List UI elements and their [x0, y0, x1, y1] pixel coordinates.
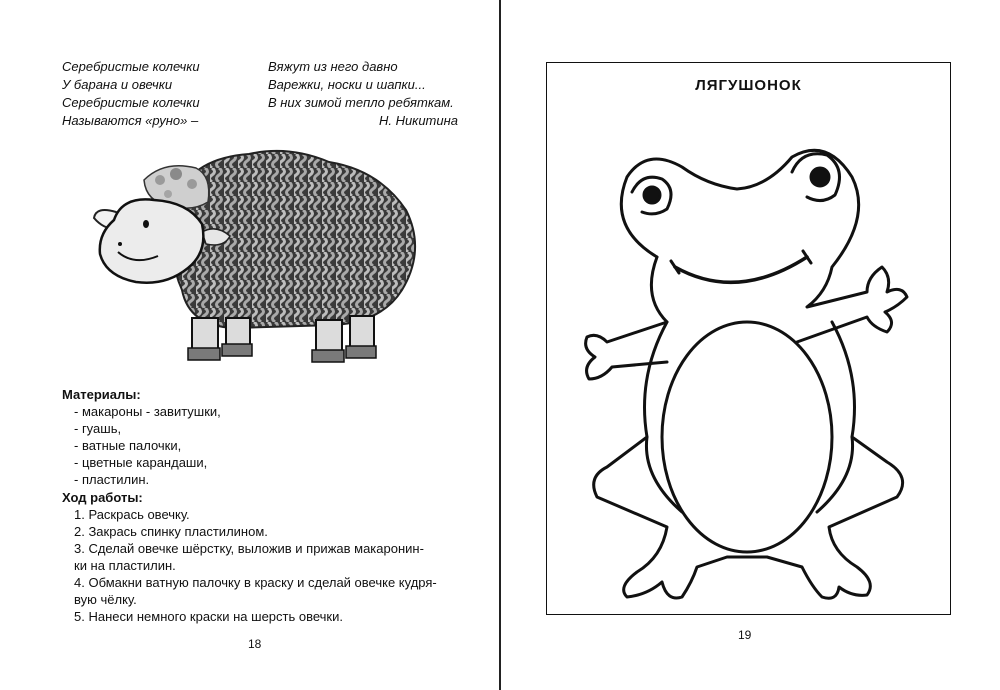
material-item: - ватные палочки, — [74, 438, 182, 453]
book-spine-divider — [499, 0, 501, 690]
work-heading: Ход работы: — [62, 490, 143, 505]
poem-left-column — [62, 58, 200, 130]
page-number-right: 19 — [738, 628, 752, 642]
material-item: - гуашь, — [74, 421, 122, 436]
material-item: - цветные карандаши, — [74, 455, 208, 470]
poem-line: В них зимой тепло ребяткам. — [268, 95, 454, 110]
coloring-title: ЛЯГУШОНОК — [695, 77, 802, 94]
materials-heading: Материалы: — [62, 387, 141, 402]
frog-coloring-illustration — [567, 117, 932, 607]
work-step: 5. Нанеси немного краски на шерсть овечки. — [74, 609, 343, 624]
material-item: - пластилин. — [74, 472, 150, 487]
page-number-left: 18 — [248, 637, 262, 651]
sheep-illustration — [84, 140, 429, 375]
poem-line: Варежки, носки и шапки... — [268, 77, 426, 92]
poem-line: Вяжут из него давно — [268, 59, 398, 74]
poem-line: У барана и овечки — [62, 77, 173, 92]
poem-right-column — [268, 58, 458, 130]
work-steps-section — [62, 489, 472, 625]
work-step: ки на пластилин. — [74, 558, 176, 573]
materials-section — [62, 386, 221, 488]
work-step: 3. Сделай овечке шёрстку, выложив и прижав макаронин- — [74, 541, 424, 556]
material-item: - макароны - завитушки, — [74, 404, 221, 419]
work-step: 1. Раскрась овечку. — [74, 507, 190, 522]
work-step: 2. Закрась спинку пластилином. — [74, 524, 268, 539]
work-step: 4. Обмакни ватную палочку в краску и сделай овечке кудря- — [74, 575, 437, 590]
work-step: вую чёлку. — [74, 592, 137, 607]
coloring-frame — [546, 62, 951, 615]
poem-line: Серебристые колечки — [62, 95, 200, 110]
poem-line: Называются «руно» – — [62, 113, 199, 128]
poem-author: Н. Никитина — [378, 113, 458, 128]
poem-line: Серебристые колечки — [62, 59, 200, 74]
